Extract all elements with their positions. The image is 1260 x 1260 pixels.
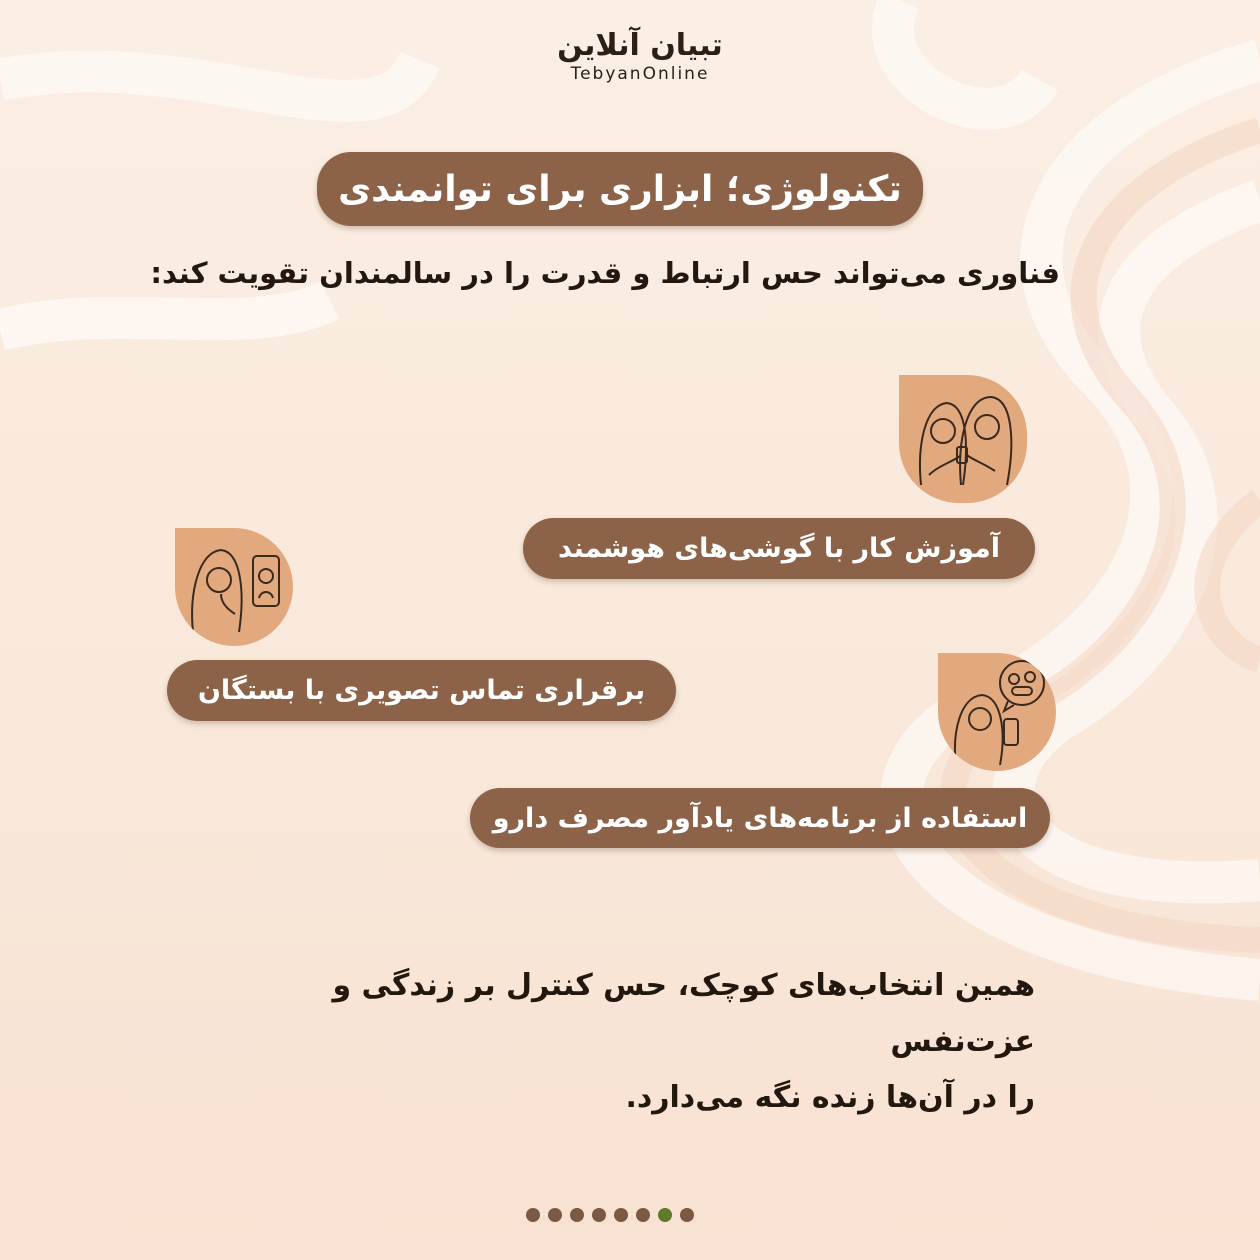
pagination-dot[interactable]: [614, 1208, 628, 1222]
pagination-dot[interactable]: [636, 1208, 650, 1222]
brand-logo: [530, 28, 750, 84]
page-subtitle: فناوری می‌تواند حس ارتباط و قدرت را در سالمندان تقویت کند:: [150, 256, 1060, 290]
item-video-call: برقراری تماس تصویری با بستگان: [167, 660, 676, 721]
item-medicine-reminder: استفاده از برنامه‌های یادآور مصرف دارو: [470, 788, 1050, 848]
item-smartphone-training: آموزش کار با گوشی‌های هوشمند: [523, 518, 1035, 579]
brand-name-fa: تبیان آنلاین: [557, 28, 723, 63]
pagination-dot[interactable]: [548, 1208, 562, 1222]
page-title: تکنولوژی؛ ابزاری برای توانمندی: [317, 152, 923, 226]
pagination-dots: [526, 1208, 694, 1222]
two-women-with-phone-icon: [899, 375, 1027, 503]
closing-line-1: همین انتخاب‌های کوچک، حس کنترل بر زندگی و عزت‌نفس: [332, 968, 1035, 1059]
pagination-dot[interactable]: [526, 1208, 540, 1222]
pagination-dot[interactable]: [570, 1208, 584, 1222]
video-call-icon: [175, 528, 293, 646]
brand-name-en: TebyanOnline: [570, 64, 710, 84]
medicine-reminder-icon: [938, 653, 1056, 771]
closing-text: [215, 958, 1035, 1126]
pagination-dot[interactable]: [680, 1208, 694, 1222]
pagination-dot[interactable]: [592, 1208, 606, 1222]
pagination-dot[interactable]: [658, 1208, 672, 1222]
closing-line-2: را در آن‌ها زنده نگه می‌دارد.: [625, 1080, 1035, 1115]
